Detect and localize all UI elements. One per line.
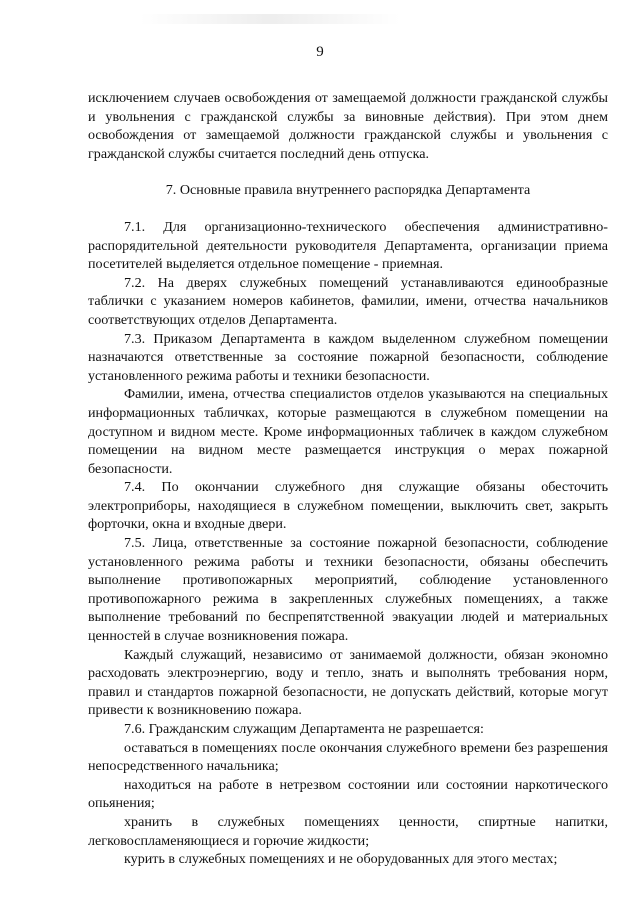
paragraph-7-4: 7.4. По окончании служебного дня служащие обязаны обесточить электроприборы, находящиеся в служебном помещении, выключить свет, закрыть форточки, окна и входные двери.	[88, 479, 608, 533]
paragraph-7-1: 7.1. Для организационно-технического обеспечения административно-распорядительной деятельности руководителя Департамента, организации приема посетителей выделяется отдельное помещение - приемная.	[88, 218, 608, 273]
list-item: курить в служебных помещениях и не оборудованных для этого местах;	[124, 851, 558, 868]
paragraph-7-5: 7.5. Лица, ответственные за состояние пожарной безопасности, соблюдение установленного режима работы и техники безопасности, обязаны обеспечить выполнение противопожарных мероприятий, соблюдение установленного противопожарного режима в закрепленных служебных помещениях, а также выполнение требований по беспрепятственной эвакуации людей и материальных ценностей в случае возникновения пожара.	[88, 535, 608, 645]
scan-artifact	[140, 14, 400, 24]
section-heading: 7. Основные правила внутреннего распорядка Департамента	[165, 182, 531, 199]
intro-paragraph: исключением случаев освобождения от замещаемой должности гражданской службы и увольнения с гражданской службы за виновные действия). При этом днем освобождения от замещаемой должности гражданской службы и увольнения с гражданской службы считается последний день отпуска.	[88, 90, 608, 162]
list-item: находиться на работе в нетрезвом состоянии или состоянии наркотического опьянения;	[88, 776, 608, 812]
paragraph-7-3-names: Фамилии, имена, отчества специалистов отделов указываются на специальных информационных табличках, которые размещаются в служебном помещении на доступном и видном месте. Кроме информационных табличек в каждом служебном помещении на видном месте размещается инструкция о мерах пожарной безопасности.	[88, 386, 608, 477]
paragraph-7-2: 7.2. На дверях служебных помещений устанавливаются единообразные таблички с указанием номеров кабинетов, фамилии, имени, отчества начальников соответствующих отделов Департамента.	[88, 274, 608, 328]
paragraph-7-5-each-employee: Каждый служащий, независимо от занимаемой должности, обязан экономно расходовать электроэнергию, воду и тепло, знать и выполнять требования норм, правил и стандартов пожарной безопасности, не допускать действий, которые могут привести к возникновению пожара.	[88, 646, 608, 719]
paragraph-7-6: 7.6. Гражданским служащим Департамента не разрешается:	[124, 721, 484, 737]
page-number: 9	[316, 44, 324, 60]
list-item: оставаться в помещениях после окончания служебного времени без разрешения непосредственного начальника;	[88, 739, 608, 775]
document-body	[88, 89, 608, 869]
paragraph-7-3: 7.3. Приказом Департамента в каждом выделенном служебном помещении назначаются ответственные за состояние пожарной безопасности, соблюдение установленного режима работы и техники безопасности.	[88, 330, 608, 384]
list-item: хранить в служебных помещениях ценности, спиртные напитки, легковоспламеняющиеся и горючие жидкости;	[88, 813, 608, 849]
